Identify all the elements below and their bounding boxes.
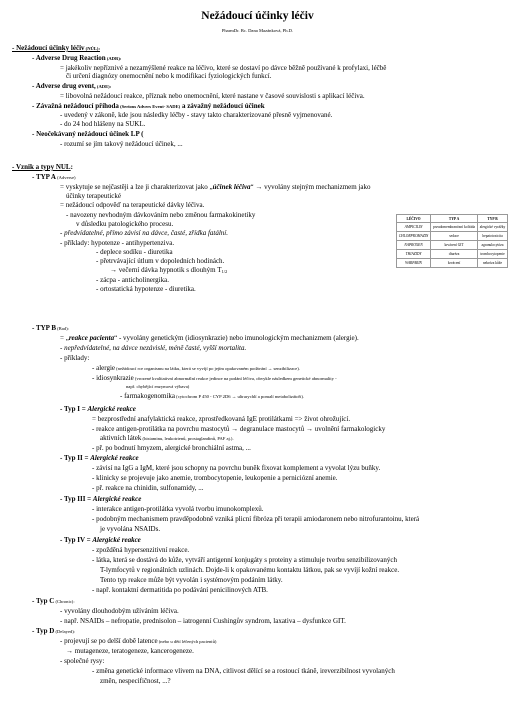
ade-definition: = libovolná nežádoucí reakce, příznak nebo onemocnění, které nastane v časové souvislosti s aplikací léčiva. xyxy=(60,92,365,100)
type-2-line-2: - klinicky se projevuje jako anemie, trombocytopenie, leukopenie a perniciózní anemie. xyxy=(92,474,338,482)
type-1-line-3: aktivních látek (histaminu, leukotrienů, prostaglandinů, PAF aj.). xyxy=(100,434,234,442)
type-a-line-12: - ortostatická hypotenze - diuretika. xyxy=(96,285,196,293)
type-b-allergy: - alergie (nežádoucí rce organismu na látku, která se vyvíjí po jejím opakovaném podávání → senzibilizace). xyxy=(92,364,300,372)
type-2-line-3: - př. reakce na chinidin, sulfonamidy, ... xyxy=(92,484,204,492)
type-b-line-1: = „reakce pacienta“ - vyvolány genetickým (idiosynkrazie) nebo imunologickým mechanizmem (alergie). xyxy=(60,334,359,342)
type-4-line-3: T-lymfocytů v regionálních uzlinách. Dojde-li k opakovanému kontaktu látkou, pak se vyvíjí kožní reakce. xyxy=(100,566,400,574)
table-header-cell: TYP B xyxy=(478,215,508,223)
sade-item-1: - uvedený v zákoně, kde jsou následky léčby - stavy takto charakterizované přesně vyjmenované. xyxy=(60,111,333,119)
type-a-line-7: - příklady: hypotenze - antihypertenziva. xyxy=(60,239,175,247)
table-row xyxy=(397,259,508,268)
table-row xyxy=(397,241,508,250)
type-3-line-3: je vyvolána NSAIDs. xyxy=(100,525,161,533)
adr-heading: - Adverse Drug Reaction (ADR): xyxy=(32,54,122,62)
type-b-idiosyncrasy: - idiosynkrazie (vrozené kvalitativní abnormální reakce jedince na podání léčiva, obvykle následkem genetické abnormality - xyxy=(92,374,337,382)
unexpected-definition: - rozumí se jím takový nežádoucí účinek, ... xyxy=(60,140,183,148)
table-cell: CHLORPROMAZIN xyxy=(397,232,431,241)
type-a-line-5: v důsledku patologického procesu. xyxy=(76,220,174,228)
type-a-line-1: = vyskytuje se nejčastěji a lze ji charakterizovat jako „účinek léčiva“ → vyvolány stejným mechanizmem jako xyxy=(60,183,371,191)
type-4-line-1: - zpožděná hypersenzitivní reakce. xyxy=(92,546,190,554)
type-3-line-1: - interakce antigen-protilátka vyvolá tvorbu imunokomplexů. xyxy=(92,505,264,513)
type-a-line-6: - předvídatelné, přímo závisí na dávce, časté, zřídka fatální. xyxy=(60,229,228,237)
type-a-heading: - TYP A (Adverse) xyxy=(32,173,76,181)
table-cell: diuréza xyxy=(431,250,478,259)
adr-definition-2: či určení diagnózy onemocnění nebo k modifikaci fyziologických funkcí. xyxy=(66,72,272,80)
type-2-heading: - Typ II = Alergické reakce xyxy=(60,454,139,462)
adr-definition-1: = jakékoliv nepříznivé a nezamýšlené reakce na léčivo, které se dostaví po dávce běžně používané k profylaxi, léčbě xyxy=(60,64,387,72)
type-d-line-5: změn, nespecifičnost, ...? xyxy=(100,677,171,685)
type-4-heading: - Typ IV = Alergické reakce xyxy=(60,536,141,544)
table-cell: nekróza kůže xyxy=(478,259,508,268)
section-heading-nul: - Nežádoucí účinky léčiv (NÚL): xyxy=(12,44,100,52)
table-row xyxy=(397,223,508,232)
type-d-line-1: - projevují se po delší době latence (nebo u dětí léčených pacientů) xyxy=(60,637,217,645)
type-d-line-2: → mutageneze, teratogeneze, kancerogeneze. xyxy=(66,647,194,655)
type-a-line-2: účinky terapeutické xyxy=(66,192,122,200)
type-c-line-2: - např. NSAIDs – nefropatie, prednisolon – iatrogenní Cushingův syndrom, laxativa – dysfunkce GIT. xyxy=(60,617,346,625)
table-cell: sedace xyxy=(431,232,478,241)
type-b-pharmacogenomics: - farmakogenomika (cytochrom P 450 - CYP 2D6 → ultrarychlí a pomalí metabolizátoři). xyxy=(120,392,305,400)
sade-heading: - Závažná nežádoucí příhoda (Serious Advers Event- SADE) a závažný nežádoucí účinek xyxy=(32,102,265,110)
unexpected-heading: - Neočekávaný nežádoucí účinek LP ( xyxy=(32,130,144,138)
type-d-line-4: - změna genetické informace vlivem na DNA, citlivost dělící se a rostoucí tkáně, ireverzibilnost vyvolaných xyxy=(92,667,395,675)
table-row xyxy=(397,250,508,259)
type-c-heading: - Typ C (Chronic): xyxy=(32,597,75,605)
type-a-line-9: - přetrvávající útlum v dopoledních hodinách. xyxy=(96,257,225,265)
author-line: PharmDr. Bc. Dana Mazánková, Ph.D. xyxy=(221,28,294,33)
section-heading-types: - Vznik a typy NUL: xyxy=(12,163,73,171)
table-cell: krvácení GIT xyxy=(431,241,478,250)
type-b-idiosyncrasy-2: např. chybějící enzymová výbava) xyxy=(126,384,190,389)
table-cell: pseudomembranózní kolitida xyxy=(431,223,478,232)
table-cell: WARFARIN xyxy=(397,259,431,268)
type-b-line-2: - nepředvídatelné, na dávce nezávislé, méně časté, vyšší mortalita. xyxy=(60,344,247,352)
type-a-line-4: - navozeny nevhodným dávkováním nebo změnou farmakokinetiky xyxy=(66,211,256,219)
type-1-line-1: = bezprostřední anafylaktická reakce, zprostředkovaná IgE protilátkami => život ohrožující. xyxy=(92,415,351,423)
type-1-line-2: - reakce antigen-protilátka na povrchu mastocytů → degranulace mastocytů → uvolnění farmakologicky xyxy=(92,425,386,433)
table-cell: THIAZIDY xyxy=(397,250,431,259)
table-cell: alergické vyrážky xyxy=(478,223,508,232)
type-a-line-11: - zácpa - anticholinergika. xyxy=(96,276,169,284)
page-title: Nežádoucí účinky léčiv xyxy=(201,10,314,22)
type-a-line-10: → večerní dávka hypnotik s dlouhým $T_{1/2}$ xyxy=(110,266,228,274)
ade-heading: - Adverse drug event, (ADE): xyxy=(32,82,112,90)
type-b-line-3: - příklady: xyxy=(60,354,90,362)
table-header-cell: TYP A xyxy=(431,215,478,223)
table-row xyxy=(397,232,508,241)
type-3-line-2: - podobným mechanismem pravděpodobně vzniká plicní fibróza při terapii amiodaronem nebo nitrofurantoinu, která xyxy=(92,515,420,523)
type-2-line-1: - závisí na IgG a IgM, které jsou schopny na povrchu buněk fixovat komplement a vyvolat lýzu buňky. xyxy=(92,464,381,472)
type-1-heading: - Typ I = Alergické reakce xyxy=(60,405,136,413)
type-d-line-3: - společné rysy: xyxy=(60,657,105,665)
type-4-line-4: Tento typ reakce může být vyvolán i systémovým podáním látky. xyxy=(100,576,283,584)
table-header-cell: LÉČIVO xyxy=(397,215,431,223)
table-cell: trombocytopenie xyxy=(478,250,508,259)
type-4-line-2: - látka, která se dostává do kůže, vytváří antigenní konjugáty s proteiny a stimuluje tvorbu senzibilizovaných xyxy=(92,556,398,564)
table-cell: AMPICILIN xyxy=(397,223,431,232)
type-4-line-5: - např. kontaktní dermatitida po podávání penicilinových ATB. xyxy=(92,586,268,594)
type-c-line-1: - vyvolány dlouhodobým užíváním léčiva. xyxy=(60,607,179,615)
type-d-heading: - Typ D (Delayed): xyxy=(32,627,76,635)
type-b-heading: - TYP B (Bad): xyxy=(32,324,69,332)
sade-item-2: - do 24 hod hlášeny na SUKL. xyxy=(60,120,146,128)
type-1-line-4: - př. po bodnutí hmyzem, alergické bronchiální astma, ... xyxy=(92,444,251,452)
type-a-line-8: - deplece sodíku - diuretika xyxy=(96,248,173,256)
table-cell: agranulocytóza xyxy=(478,241,508,250)
type-3-heading: - Typ III = Alergické reakce xyxy=(60,495,142,503)
table-cell: NAPROXEN xyxy=(397,241,431,250)
table-cell: hepatotoxicita xyxy=(478,232,508,241)
table-cell: krvácení xyxy=(431,259,478,268)
type-a-line-3: = nežádoucí odpověď na terapeutické dávky léčiva. xyxy=(60,201,205,209)
drug-type-table xyxy=(396,214,508,268)
table-header-row xyxy=(397,215,508,223)
